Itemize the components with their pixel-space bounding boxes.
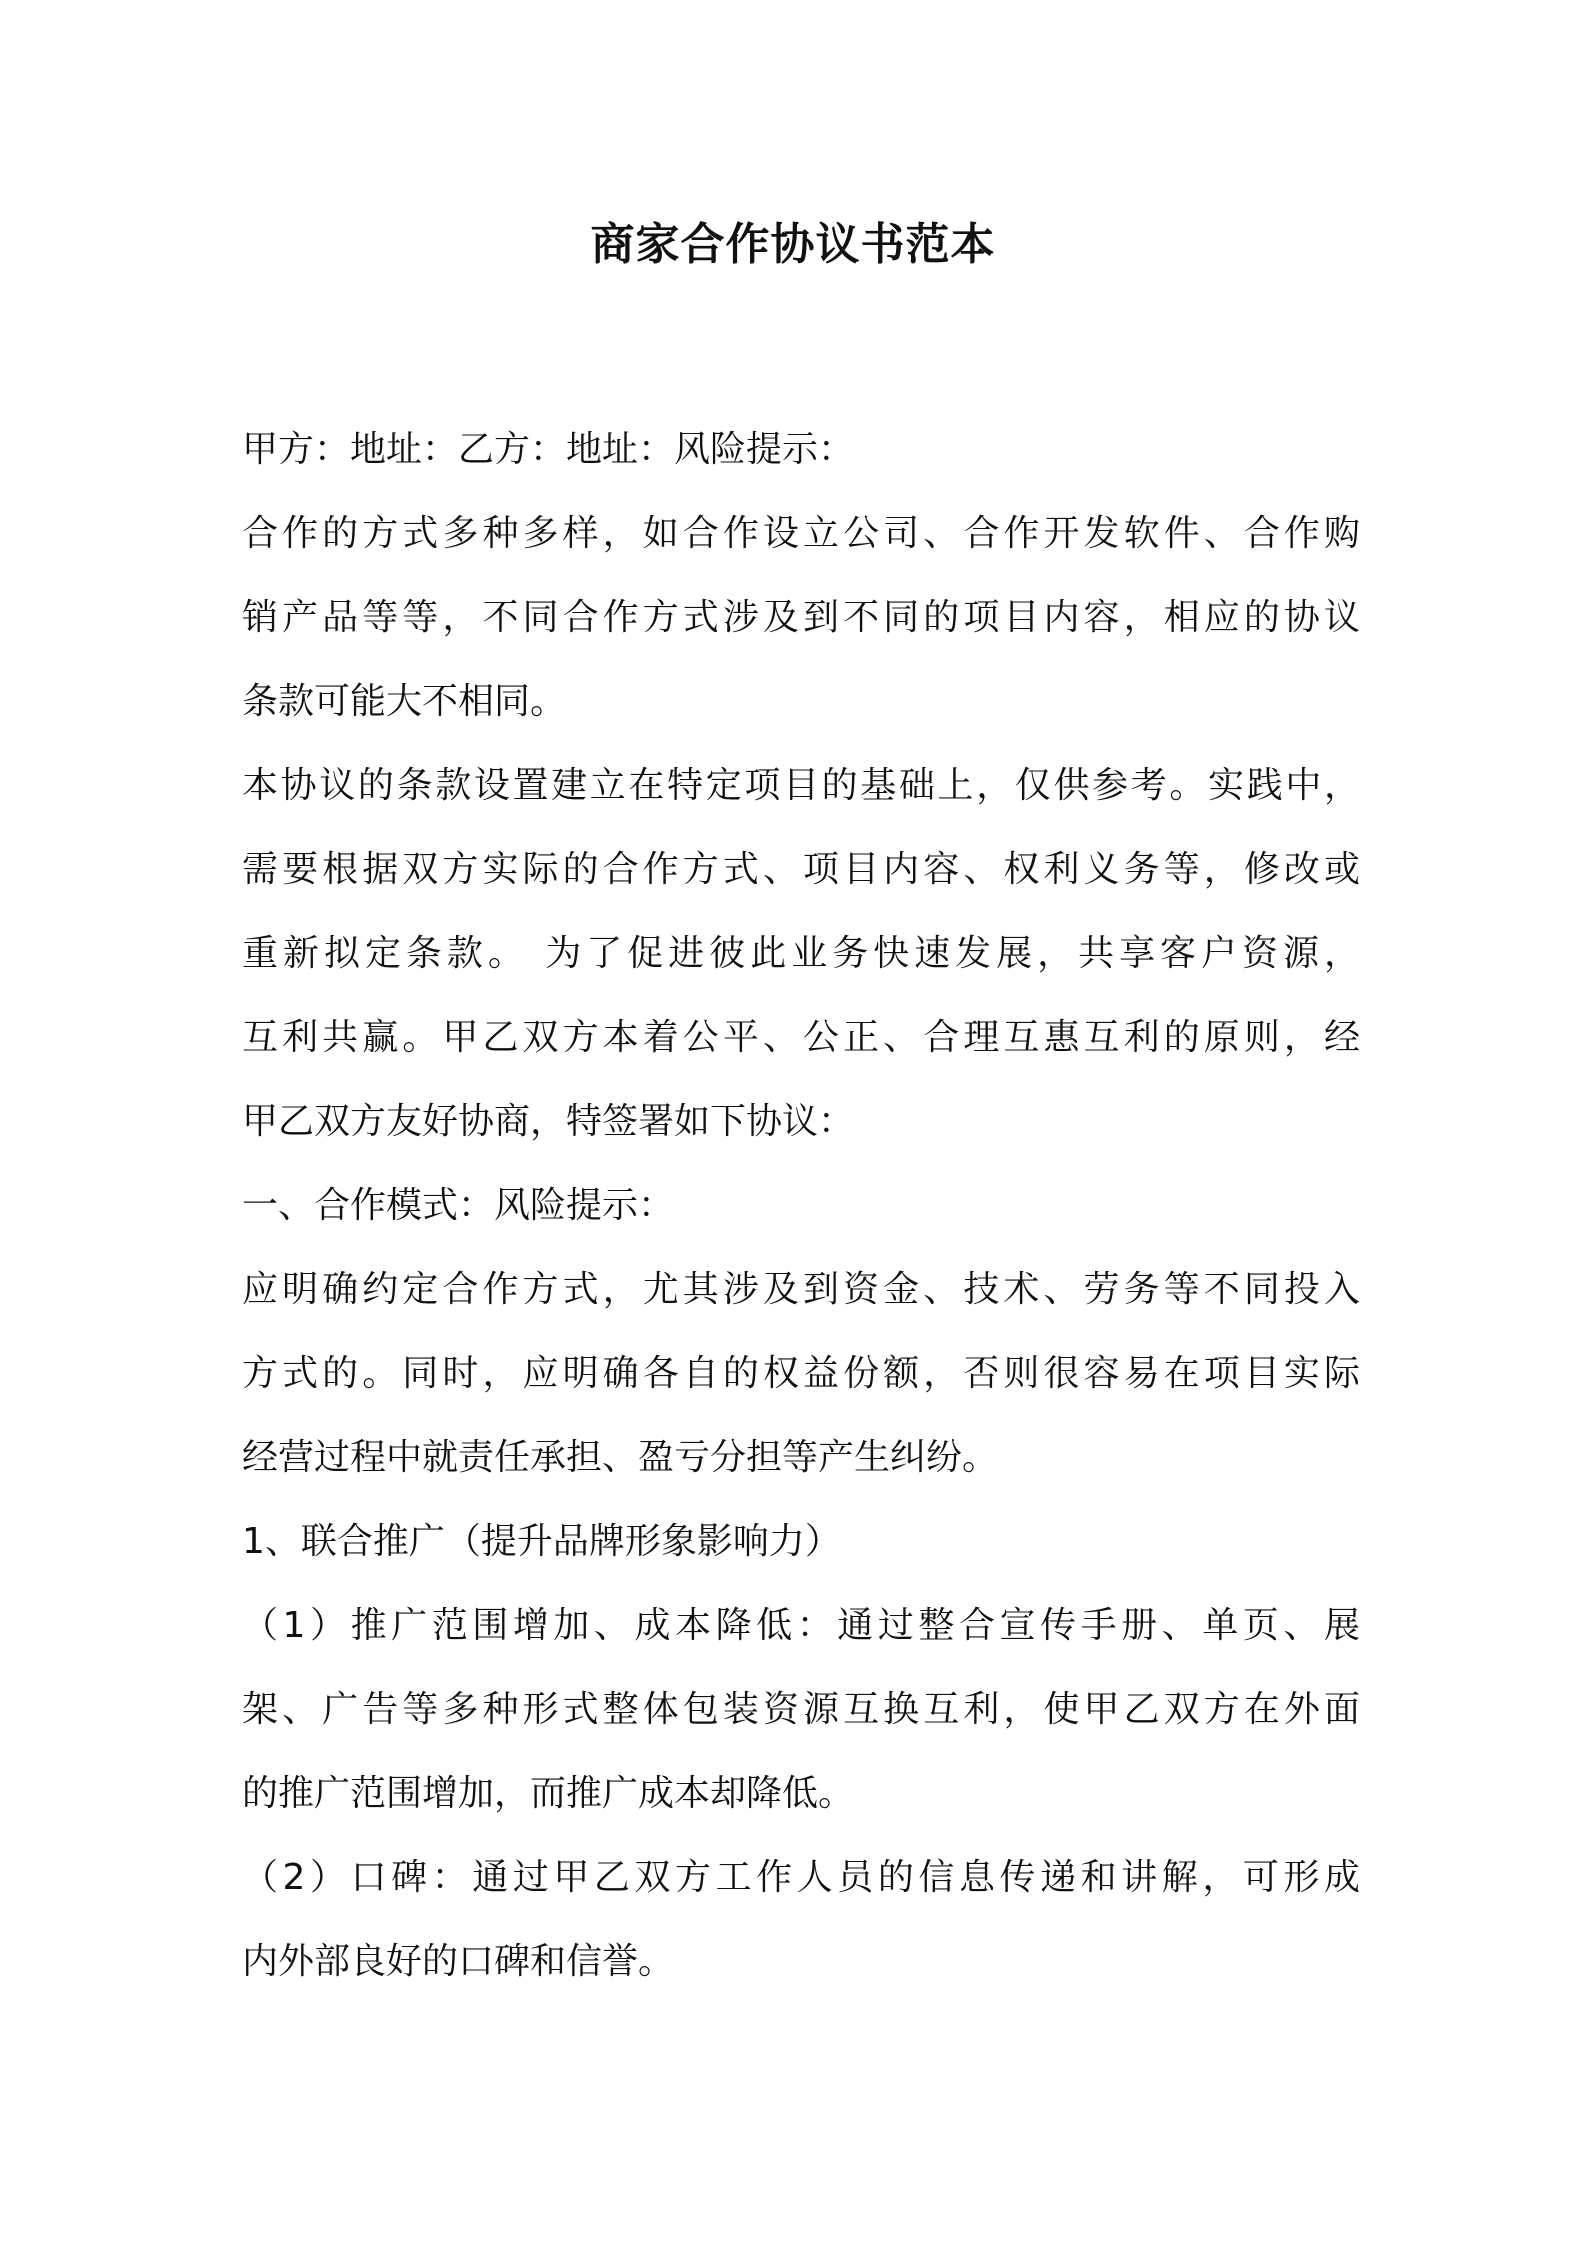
text-line: 销产品等等，不同合作方式涉及到不同的项目内容，相应的协议 <box>242 597 1360 638</box>
text-line: 内外部良好的口碑和信誉。 <box>242 1941 675 1982</box>
text-line: 应明确约定合作方式，尤其涉及到资金、技术、劳务等不同投入 <box>242 1269 1360 1310</box>
text-line: 条款可能大不相同。 <box>242 681 567 722</box>
text-line: 互利共赢。甲乙双方本着公平、公正、合理互惠互利的原则，经 <box>242 1017 1360 1058</box>
text-line: 本协议的条款设置建立在特定项目的基础上，仅供参考。实践中， <box>242 765 1360 806</box>
document-body <box>242 408 1360 2004</box>
text-line: 甲乙双方友好协商，特签署如下协议： <box>242 1101 855 1142</box>
document-title: 商家合作协议书范本 <box>590 219 996 270</box>
text-line: 经营过程中就责任承担、盈亏分担等产生纠纷。 <box>242 1437 999 1478</box>
text-line: 架、广告等多种形式整体包装资源互换互利，使甲乙双方在外面 <box>242 1689 1360 1730</box>
text-line: 甲方：地址：乙方：地址：风险提示： <box>242 429 855 470</box>
subsection-heading: 1、联合推广（提升品牌形象影响力） <box>242 1521 841 1562</box>
text-line: 的推广范围增加，而推广成本却降低。 <box>242 1773 855 1814</box>
text-line: 重新拟定条款。 为了促进彼此业务快速发展，共享客户资源， <box>242 933 1360 974</box>
text-line: 合作的方式多种多样，如合作设立公司、合作开发软件、合作购 <box>242 513 1360 554</box>
text-line: 方式的。同时，应明确各自的权益份额，否则很容易在项目实际 <box>242 1353 1360 1394</box>
section-heading: 一、合作模式：风险提示： <box>242 1185 675 1226</box>
text-line: （2）口碑：通过甲乙双方工作人员的信息传递和讲解，可形成 <box>242 1857 1360 1898</box>
text-line: （1）推广范围增加、成本降低：通过整合宣传手册、单页、展 <box>242 1605 1360 1646</box>
text-line: 需要根据双方实际的合作方式、项目内容、权利义务等，修改或 <box>242 849 1360 890</box>
